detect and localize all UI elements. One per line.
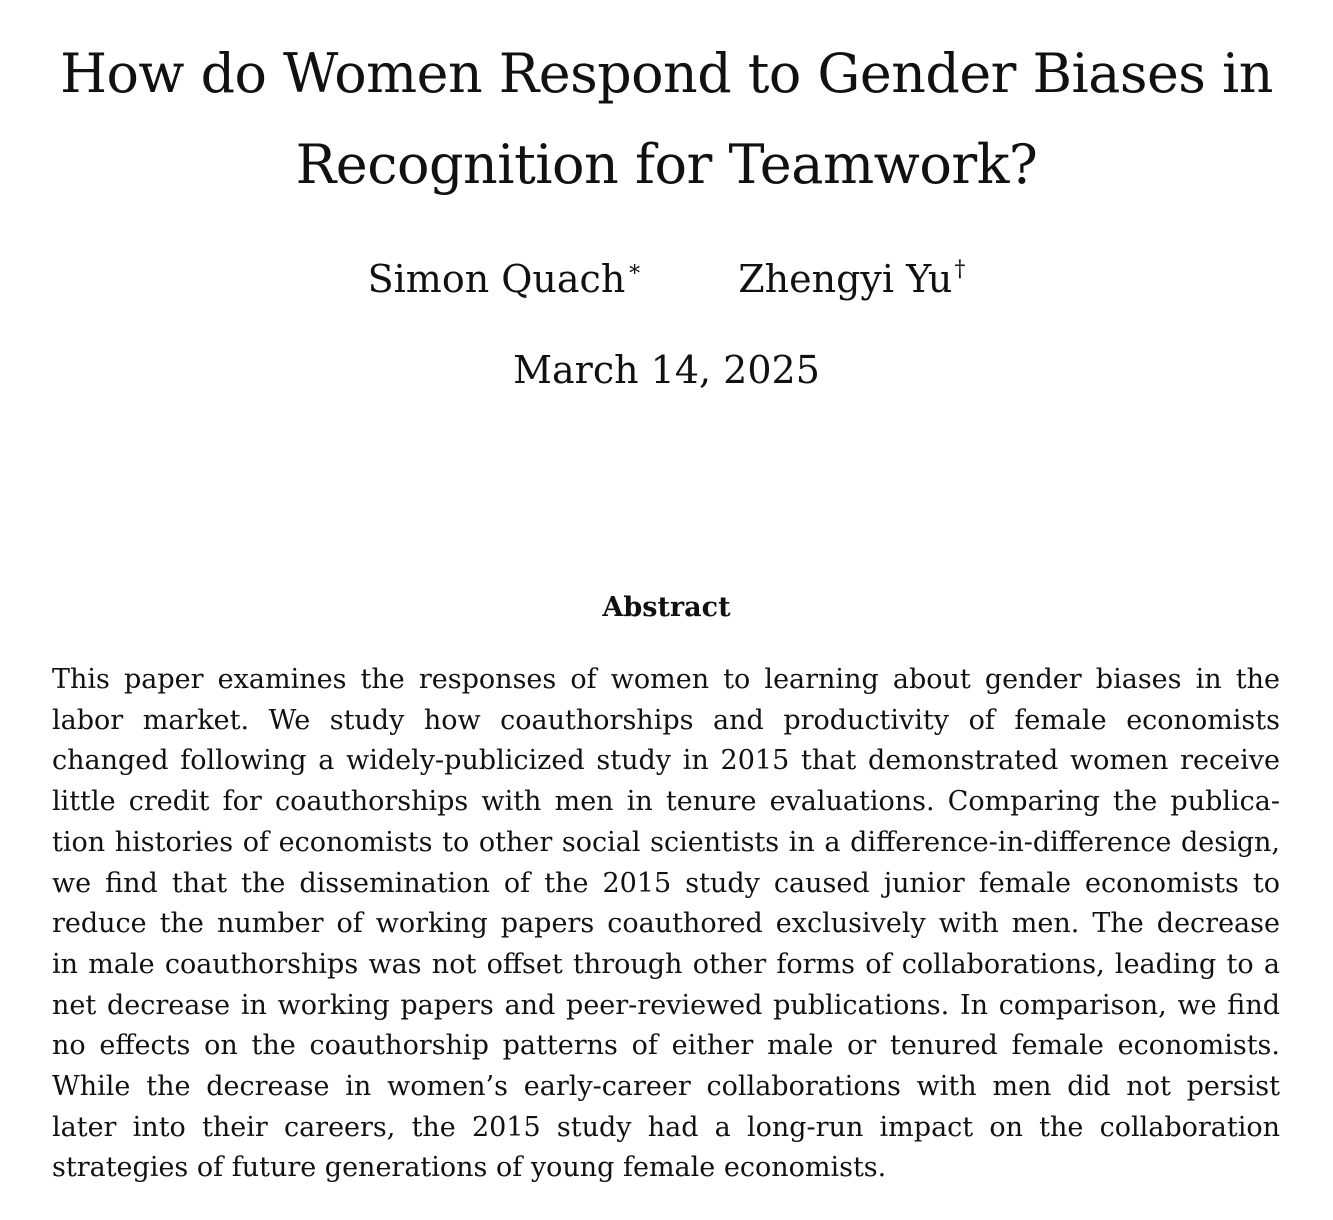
abstract-heading: Abstract (602, 592, 731, 623)
abstract-line: net decrease in working papers and peer-reviewed publications. In comparison, we find (52, 989, 1280, 1021)
abstract-line: labor market. We study how coauthorships and productivity of female economists (52, 704, 1280, 736)
abstract-line: strategies of future generations of young female economists. (52, 1152, 887, 1184)
abstract-line: tion histories of economists to other social scientists in a difference-in-difference design, (52, 826, 1280, 858)
abstract-line: This paper examines the responses of women to learning about gender biases in the (52, 664, 1280, 695)
author-list (0, 252, 1333, 306)
paper-title (60, 28, 1273, 210)
author-name: Simon Quach (367, 257, 626, 301)
abstract-line: changed following a widely-publicized study in 2015 that demonstrated women receive (52, 745, 1280, 777)
author (368, 252, 643, 306)
abstract-line: later into their careers, the 2015 study had a long-run impact on the collaboration (52, 1111, 1280, 1143)
abstract-line: in male coauthorships was not offset through other forms of collaborations, leading to a (52, 948, 1280, 980)
title-line: Recognition for Teamwork? (295, 133, 1038, 196)
author-footnote-mark: † (954, 257, 966, 282)
author-name: Zhengyi Yu (738, 257, 953, 301)
paper-date: March 14, 2025 (513, 348, 820, 392)
abstract-line: While the decrease in women’s early-career collaborations with men did not persist (52, 1071, 1280, 1103)
author (738, 252, 965, 306)
author-footnote-mark: ∗ (627, 257, 643, 282)
abstract-line: we find that the dissemination of the 2015 study caused junior female economists to (52, 867, 1280, 899)
abstract-line: little credit for coauthorships with men in tenure evaluations. Comparing the publica- (52, 786, 1280, 818)
abstract-text (52, 660, 1280, 1189)
title-line: How do Women Respond to Gender Biases in (60, 42, 1273, 105)
abstract-line: reduce the number of working papers coauthored exclusively with men. The decrease (52, 908, 1280, 940)
abstract-line: no effects on the coauthorship patterns of either male or tenured female economists. (52, 1030, 1280, 1062)
